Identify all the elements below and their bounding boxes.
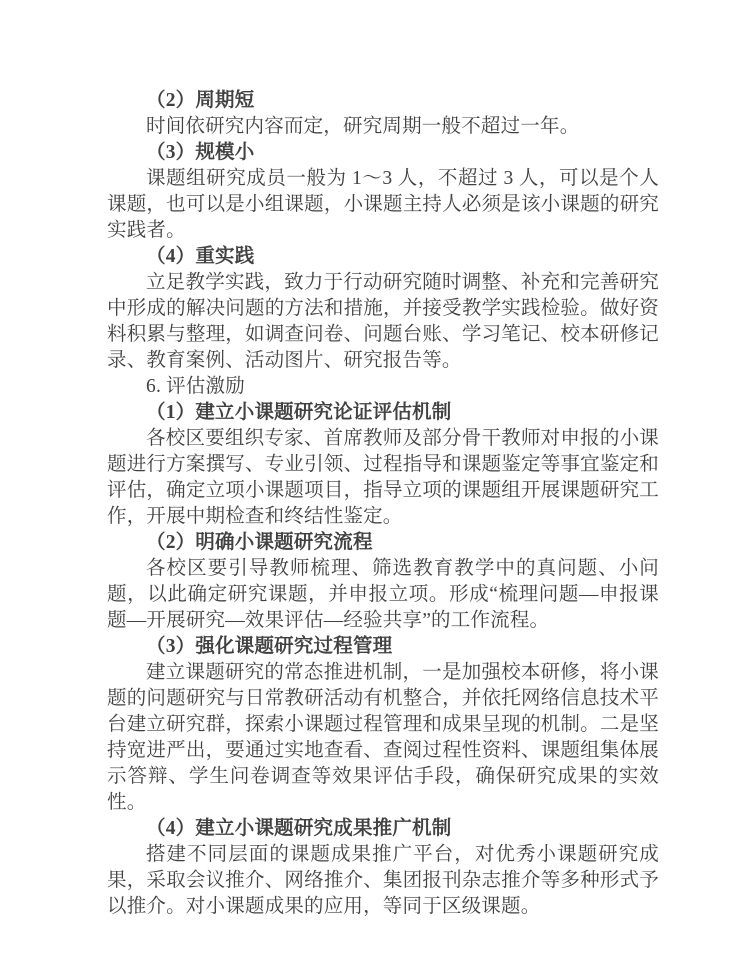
document-content — [107, 88, 659, 920]
section-heading: （3）规模小 — [146, 142, 255, 163]
paragraph: 搭建不同层面的课题成果推广平台，对优秀小课题研究成果，采取会议推介、网络推介、集团报刊杂志推介等多种形式予以推介。对小课题成果的应用，等同于区级课题。 — [107, 844, 659, 917]
paragraph: 建立课题研究的常态推进机制，一是加强校本研修，将小课题的问题研究与日常教研活动有机整合，并依托网络信息技术平台建立研究群，探索小课题过程管理和成果呈现的机制。二是坚持宽进严出，要通过实地查看、查阅过程性资料、课题组集体展示答辩、学生问卷调查等效果评估手段，确保研究成果的实效性。 — [107, 662, 659, 813]
paragraph: 各校区要引导教师梳理、筛选教育教学中的真问题、小问题，以此确定研究课题，并申报立项。形成“梳理问题—申报课题—开展研究—效果评估—经验共享”的工作流程。 — [107, 558, 659, 631]
paragraph: 时间依研究内容而定，研究周期一般不超过一年。 — [146, 116, 580, 137]
section-heading: （1）建立小课题研究论证评估机制 — [146, 402, 452, 423]
section-heading: （4）建立小课题研究成果推广机制 — [146, 818, 452, 839]
section-number-heading: 6. 评估激励 — [146, 376, 245, 397]
section-heading: （2）周期短 — [146, 90, 255, 111]
paragraph: 各校区要组织专家、首席教师及部分骨干教师对申报的小课题进行方案撰写、专业引领、过程指导和课题鉴定等事宜鉴定和评估，确定立项小课题项目，指导立项的课题组开展课题研究工作，开展中期检查和终结性鉴定。 — [107, 428, 659, 527]
paragraph: 课题组研究成员一般为 1～3 人，不超过 3 人，可以是个人课题，也可以是小组课题，小课题主持人必须是该小课题的研究实践者。 — [107, 168, 659, 241]
section-heading: （3）强化课题研究过程管理 — [146, 636, 393, 657]
paragraph: 立足教学实践，致力于行动研究随时调整、补充和完善研究中形成的解决问题的方法和措施，并接受教学实践检验。做好资料积累与整理，如调查问卷、问题台账、学习笔记、校本研修记录、教育案例、活动图片、研究报告等。 — [107, 272, 659, 371]
section-heading: （2）明确小课题研究流程 — [146, 532, 373, 553]
section-heading: （4）重实践 — [146, 246, 255, 267]
